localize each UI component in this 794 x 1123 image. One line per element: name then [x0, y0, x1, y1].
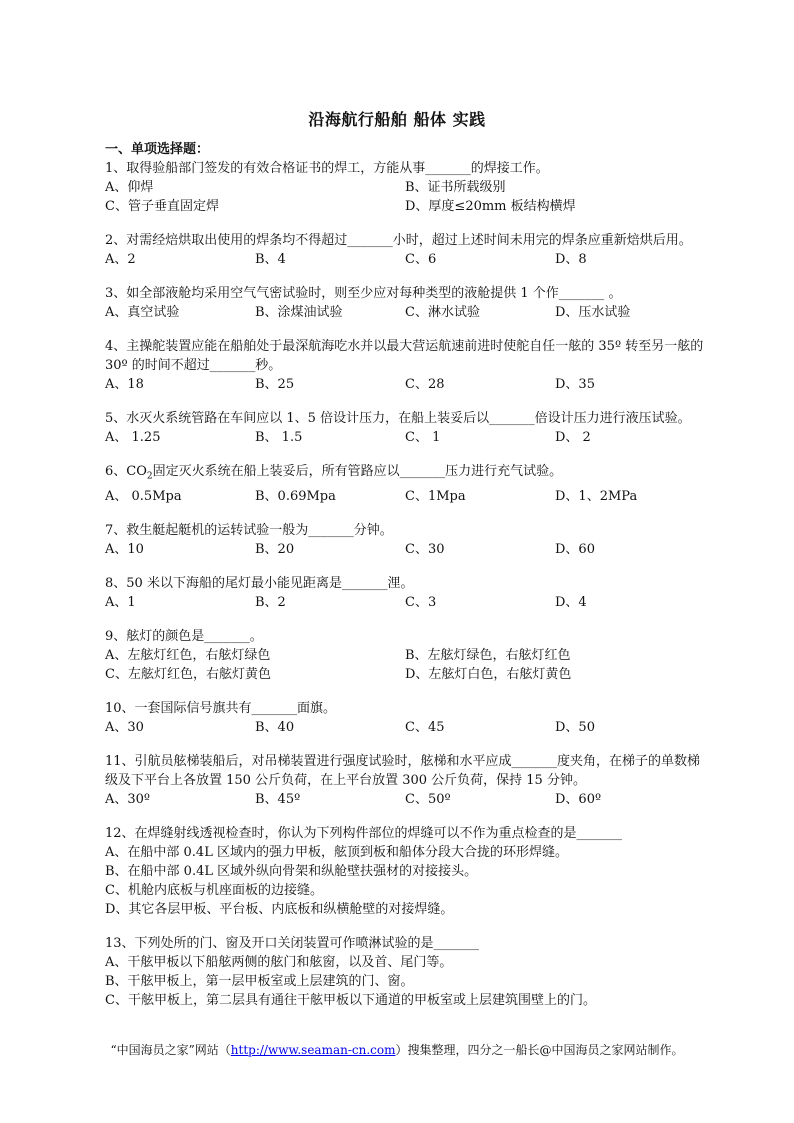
question-text: 2、对需经焙烘取出使用的焊条均不得超过_______小时，超过上述时间未用完的焊条应重新焙烘后用。 [105, 233, 692, 248]
option-a: A、左舷灯红色，右舷灯绿色 [105, 647, 271, 663]
option-a: A、30º [105, 791, 151, 807]
option-d: D、4 [555, 594, 587, 610]
option-b: B、干舷甲板上，第一层甲板室或上层建筑的门、窗。 [105, 973, 414, 989]
question-13 [105, 934, 705, 1010]
option-d: D、厚度≤20mm 板结构横焊 [405, 199, 576, 214]
option-d: D、60º [555, 791, 602, 807]
option-c: C、28 [405, 377, 445, 392]
question-text-pre: 6、CO [105, 464, 147, 479]
question-text: 7、救生艇起艇机的运转试验一般为_______分钟。 [105, 522, 393, 538]
option-c: C、干舷甲板上，第二层具有通往干舷甲板以下通道的甲板室或上层建筑围壁上的门。 [105, 992, 596, 1008]
question-text-post: 固定灭火系统在船上装妥后，所有管路应以_______压力进行充气试验。 [152, 464, 563, 479]
footer-text-pre: “中国海员之家”网站（ [110, 1043, 231, 1057]
page-title: 沿海航行船舶 船体 实践 [308, 110, 486, 129]
option-c: C、1Mpa [405, 488, 466, 504]
section-heading: 一、单项选择题： [105, 142, 210, 157]
question-4 [105, 337, 705, 394]
option-b: B、45º [255, 791, 301, 807]
option-a: A、 0.5Mpa [105, 488, 182, 504]
option-b: B、0.69Mpa [255, 488, 336, 504]
option-a: A、仰焊 [105, 180, 154, 195]
question-7 [105, 521, 705, 559]
question-2 [105, 231, 705, 269]
question-5 [105, 409, 705, 447]
option-d: D、 2 [555, 430, 591, 445]
option-c: C、 1 [405, 430, 441, 445]
option-b: B、在船中部 0.4L 区域外纵向骨架和纵舱壁扶强材的对接接头。 [105, 863, 478, 879]
option-c: C、50º [405, 791, 451, 807]
question-text: 11、引航员舷梯装船后，对吊梯装置进行强度试验时，舷梯和水平应成_______度夹角，在梯子的单数梯级及下平台上各放置 150 公斤负荷，在上平台放置 300 公斤负荷，保持 15 分钟。 [105, 753, 701, 788]
option-b: B、左舷灯绿色，右舷灯红色 [405, 647, 571, 663]
question-text: 10、一套国际信号旗共有_______面旗。 [105, 700, 337, 716]
question-6 [105, 462, 705, 506]
question-text: 12、在焊缝射线透视检查时，你认为下列构件部位的焊缝可以不作为重点检查的是_______ [105, 825, 623, 841]
option-b: B、20 [255, 541, 295, 557]
option-a: A、2 [105, 252, 136, 267]
option-a: A、10 [105, 541, 144, 557]
option-b: B、证书所载级别 [405, 180, 506, 195]
option-a: A、1 [105, 594, 136, 610]
question-text: 8、50 米以下海船的尾灯最小能见距离是_______浬。 [105, 575, 414, 591]
option-c: C、淋水试验 [405, 305, 480, 320]
option-c: C、管子垂直固定焊 [105, 199, 219, 214]
question-11 [105, 752, 705, 809]
option-a: A、18 [105, 377, 144, 392]
question-text [105, 462, 705, 487]
option-c: C、机舱内底板与机座面板的边接缝。 [105, 882, 323, 898]
option-b: B、2 [255, 594, 286, 610]
option-d: D、其它各层甲板、平台板、内底板和纵横舱壁的对接焊缝。 [105, 901, 454, 917]
question-9 [105, 627, 705, 684]
option-b: B、4 [255, 252, 286, 267]
question-8 [105, 574, 705, 612]
option-c: C、30 [405, 541, 445, 557]
option-c: C、左舷灯红色，右舷灯黄色 [105, 666, 271, 682]
subscript: 2 [146, 471, 153, 482]
option-b: B、40 [255, 719, 295, 735]
option-d: D、压水试验 [555, 305, 631, 320]
option-b: B、涂煤油试验 [255, 305, 343, 320]
option-b: B、25 [255, 377, 295, 392]
option-a: A、 1.25 [105, 430, 161, 445]
option-d: D、1、2MPa [555, 488, 638, 504]
question-text: 5、水灭火系统管路在车间应以 1、5 倍设计压力，在船上装妥后以_______倍设计压力进行液压试验。 [105, 411, 691, 426]
question-list [105, 140, 705, 1025]
option-c: C、3 [405, 594, 437, 610]
page-footer [0, 1041, 794, 1058]
option-d: D、8 [555, 252, 587, 267]
option-b: B、 1.5 [255, 430, 303, 445]
question-text: 4、主操舵装置应能在船舶处于最深航海吃水并以最大营运航速前进时使舵自任一舷的 35º 转至另一舷的 30º 的时间不超过_______秒。 [105, 339, 704, 373]
question-3 [105, 284, 705, 322]
option-d: D、60 [555, 541, 595, 557]
option-d: D、左舷灯白色，右舷灯黄色 [405, 666, 572, 682]
question-12 [105, 824, 705, 919]
website-link[interactable]: http://www.seaman-cn.com [230, 1043, 396, 1057]
option-c: C、6 [405, 252, 437, 267]
question-text: 3、如全部液舱均采用空气气密试验时，则至少应对每种类型的液舱提供 1 个作_______ 。 [105, 286, 622, 301]
option-d: D、50 [555, 719, 595, 735]
question-1 [105, 159, 705, 216]
question-text: 13、下列处所的门、窗及开口关闭装置可作喷淋试验的是_______ [105, 935, 480, 951]
option-d: D、35 [555, 377, 595, 392]
footer-text-post: ）搜集整理，四分之一船长@中国海员之家网站制作。 [395, 1043, 684, 1057]
option-a: A、30 [105, 719, 144, 735]
option-a: A、真空试验 [105, 305, 180, 320]
option-c: C、45 [405, 719, 445, 735]
question-text: 9、舷灯的颜色是_______。 [105, 628, 263, 644]
option-a: A、在船中部 0.4L 区域内的强力甲板，舷顶到板和船体分段大合拢的环形焊缝。 [105, 844, 568, 860]
question-text: 1、取得验船部门签发的有效合格证书的焊工，方能从事_______的焊接工作。 [105, 161, 549, 176]
option-a: A、干舷甲板以下船舷两侧的舷门和舷窗，以及首、尾门等。 [105, 954, 453, 970]
question-10 [105, 699, 705, 737]
